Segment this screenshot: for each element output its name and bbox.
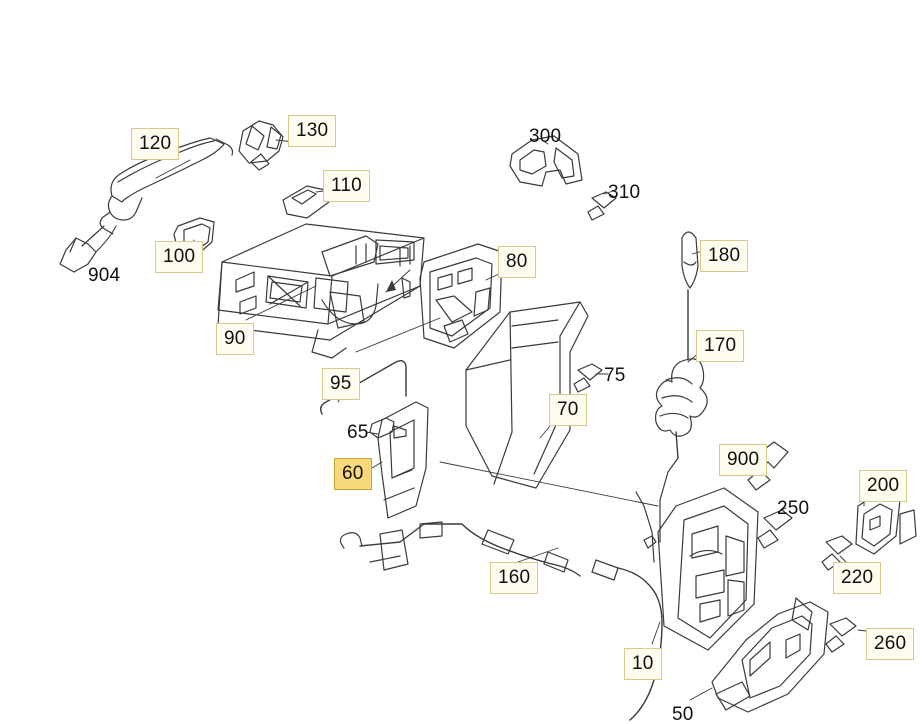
callout-310[interactable] (606, 179, 642, 206)
callout-95[interactable] (322, 368, 360, 400)
callout-250[interactable] (775, 495, 811, 522)
callout-300[interactable] (527, 123, 563, 150)
callout-label: 110 (331, 175, 362, 196)
callout-120[interactable] (131, 128, 179, 160)
callout-label: 904 (88, 265, 121, 286)
callout-label: 180 (708, 245, 741, 266)
callout-label: 120 (139, 133, 172, 154)
callout-label: 170 (704, 335, 737, 356)
callout-90[interactable] (216, 323, 254, 355)
callout-170[interactable] (696, 330, 744, 362)
callout-200[interactable] (859, 470, 907, 502)
callout-label: 200 (867, 475, 900, 496)
callout-100[interactable] (155, 241, 203, 273)
callout-60[interactable] (334, 458, 372, 490)
callout-label: 300 (529, 126, 562, 147)
callout-260[interactable] (866, 628, 914, 660)
callout-label: 260 (874, 633, 907, 654)
callout-label: 80 (506, 251, 528, 272)
callout-110[interactable] (323, 170, 370, 202)
callout-label: 65 (347, 422, 369, 443)
callout-label: 250 (777, 498, 810, 519)
callout-220[interactable] (833, 562, 881, 594)
callout-label: 220 (841, 567, 874, 588)
callout-label: 90 (224, 328, 246, 349)
callout-label: 70 (557, 399, 579, 420)
callout-label: 130 (296, 120, 329, 141)
callout-50[interactable] (670, 701, 696, 724)
callout-label: 310 (608, 182, 641, 203)
callout-label: 60 (342, 463, 364, 484)
callout-70[interactable] (549, 394, 587, 426)
callout-label: 10 (632, 653, 654, 674)
callout-label: 50 (672, 704, 694, 724)
callout-130[interactable] (288, 115, 336, 147)
callout-160[interactable] (490, 562, 538, 594)
callout-label: 75 (604, 365, 626, 386)
callout-label: 160 (498, 567, 531, 588)
callout-label: 900 (727, 449, 760, 470)
callout-75[interactable] (602, 362, 628, 389)
callout-10[interactable] (624, 648, 662, 680)
callout-65[interactable] (345, 419, 371, 446)
callout-80[interactable] (498, 246, 536, 278)
callout-180[interactable] (700, 240, 748, 272)
callout-904[interactable] (86, 262, 122, 289)
callout-900[interactable] (719, 444, 767, 476)
callout-label: 95 (330, 373, 352, 394)
callout-label: 100 (163, 246, 196, 267)
